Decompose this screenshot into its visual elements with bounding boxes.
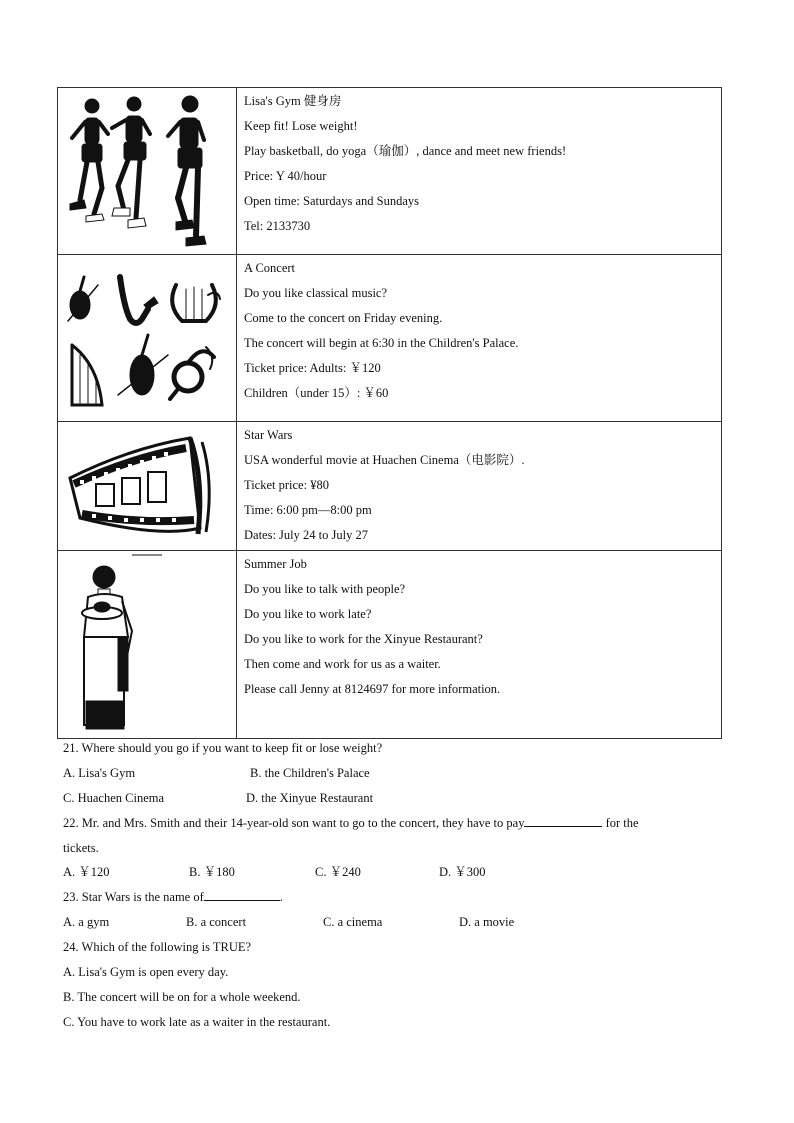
ad-job-line: Please call Jenny at 8124697 for more information. bbox=[244, 682, 501, 696]
ad-row-concert bbox=[58, 255, 722, 422]
ad-image-cell bbox=[58, 551, 237, 739]
questions-section bbox=[63, 738, 723, 1037]
ad-gym-line: Play basketball, do yoga（瑜伽）, dance and meet new friends! bbox=[244, 144, 567, 158]
q23-answer-blank[interactable] bbox=[204, 887, 280, 901]
q22-answer-blank[interactable] bbox=[524, 813, 602, 827]
ad-gym-line: Price: Y 40/hour bbox=[244, 169, 327, 183]
ad-movie-line: Time: 6:00 pm—8:00 pm bbox=[244, 503, 372, 517]
question-24-stem: 24. Which of the following is TRUE? bbox=[63, 940, 252, 955]
music-instruments-icon bbox=[58, 255, 236, 421]
question-22-options bbox=[63, 862, 723, 887]
q23-option-d: D. a movie bbox=[459, 915, 515, 930]
q22-stem-text-end: for the bbox=[602, 815, 639, 830]
ad-movie-line: Dates: July 24 to July 27 bbox=[244, 528, 368, 542]
ad-image-cell bbox=[58, 255, 237, 422]
q22-stem-text: 22. Mr. and Mrs. Smith and their 14-year-old son want to go to the concert, they have to pay bbox=[63, 815, 525, 830]
ad-row-gym bbox=[58, 88, 722, 255]
ad-image-cell bbox=[58, 88, 237, 255]
q24-option-b: B. The concert will be on for a whole weekend. bbox=[63, 989, 301, 1004]
q23-option-a: A. a gym bbox=[63, 915, 110, 930]
ad-row-movie bbox=[58, 422, 722, 551]
ad-job-line: Do you like to talk with people? bbox=[244, 582, 406, 596]
q23-stem-text: 23. Star Wars is the name of bbox=[63, 890, 204, 905]
ad-job-line: Do you like to work for the Xinyue Restaurant? bbox=[244, 632, 483, 646]
ad-concert-line: Come to the concert on Friday evening. bbox=[244, 311, 443, 325]
q21-option-c: C. Huachen Cinema bbox=[63, 790, 165, 805]
q22-option-a: A. ￥120 bbox=[63, 865, 110, 880]
ad-job-line: Do you like to work late? bbox=[244, 607, 372, 621]
ad-text-cell bbox=[237, 422, 722, 551]
ad-concert-line: Do you like classical music? bbox=[244, 286, 388, 300]
question-23-stem bbox=[63, 887, 723, 912]
ad-concert-line: The concert will begin at 6:30 in the Children's Palace. bbox=[244, 336, 519, 350]
ad-concert-line: Ticket price: Adults: ￥120 bbox=[244, 361, 381, 375]
ad-movie-title: Star Wars bbox=[244, 428, 293, 442]
ad-row-job bbox=[58, 551, 722, 739]
q21-option-d: D. the Xinyue Restaurant bbox=[246, 790, 374, 805]
q24-option-a: A. Lisa's Gym is open every day. bbox=[63, 965, 229, 980]
q23-option-c: C. a cinema bbox=[323, 915, 383, 930]
q22-option-c: C. ￥240 bbox=[315, 865, 361, 880]
ad-concert-title: A Concert bbox=[244, 261, 296, 275]
question-21-stem: 21. Where should you go if you want to keep fit or lose weight? bbox=[63, 741, 383, 755]
q22-option-b: B. ￥180 bbox=[189, 865, 235, 880]
ad-text-cell bbox=[237, 255, 722, 422]
ad-image-cell bbox=[58, 422, 237, 551]
question-22-stem-cont: tickets. bbox=[63, 840, 99, 855]
ad-movie-line: USA wonderful movie at Huachen Cinema（电影院）. bbox=[244, 453, 525, 467]
ad-gym-title: Lisa's Gym 健身房 bbox=[244, 94, 342, 108]
question-22-stem bbox=[63, 813, 723, 838]
q21-option-a: A. Lisa's Gym bbox=[63, 765, 136, 780]
q23-stem-text-end: . bbox=[279, 890, 283, 905]
ad-gym-line: Open time: Saturdays and Sundays bbox=[244, 194, 419, 208]
ads-table bbox=[57, 87, 722, 739]
q23-option-b: B. a concert bbox=[186, 915, 247, 930]
ad-text-cell bbox=[237, 88, 722, 255]
film-reel-icon bbox=[58, 422, 236, 546]
ad-movie-line: Ticket price: ¥80 bbox=[244, 478, 329, 492]
question-21-options-row-2 bbox=[63, 788, 723, 813]
q22-option-d: D. ￥300 bbox=[439, 865, 486, 880]
ad-text-cell bbox=[237, 551, 722, 739]
ad-gym-line: Tel: 2133730 bbox=[244, 219, 311, 233]
ad-concert-line: Children（under 15）: ￥60 bbox=[244, 386, 389, 400]
ad-job-title: Summer Job bbox=[244, 557, 307, 571]
question-21-options-row-1 bbox=[63, 763, 723, 788]
waiter-icon bbox=[58, 551, 236, 737]
ad-job-line: Then come and work for us as a waiter. bbox=[244, 657, 441, 671]
q24-option-c: C. You have to work late as a waiter in the restaurant. bbox=[63, 1014, 331, 1029]
fitness-people-icon bbox=[58, 88, 236, 254]
q21-option-b: B. the Children's Palace bbox=[250, 765, 370, 780]
ad-gym-line: Keep fit! Lose weight! bbox=[244, 119, 358, 133]
question-23-options bbox=[63, 912, 723, 937]
